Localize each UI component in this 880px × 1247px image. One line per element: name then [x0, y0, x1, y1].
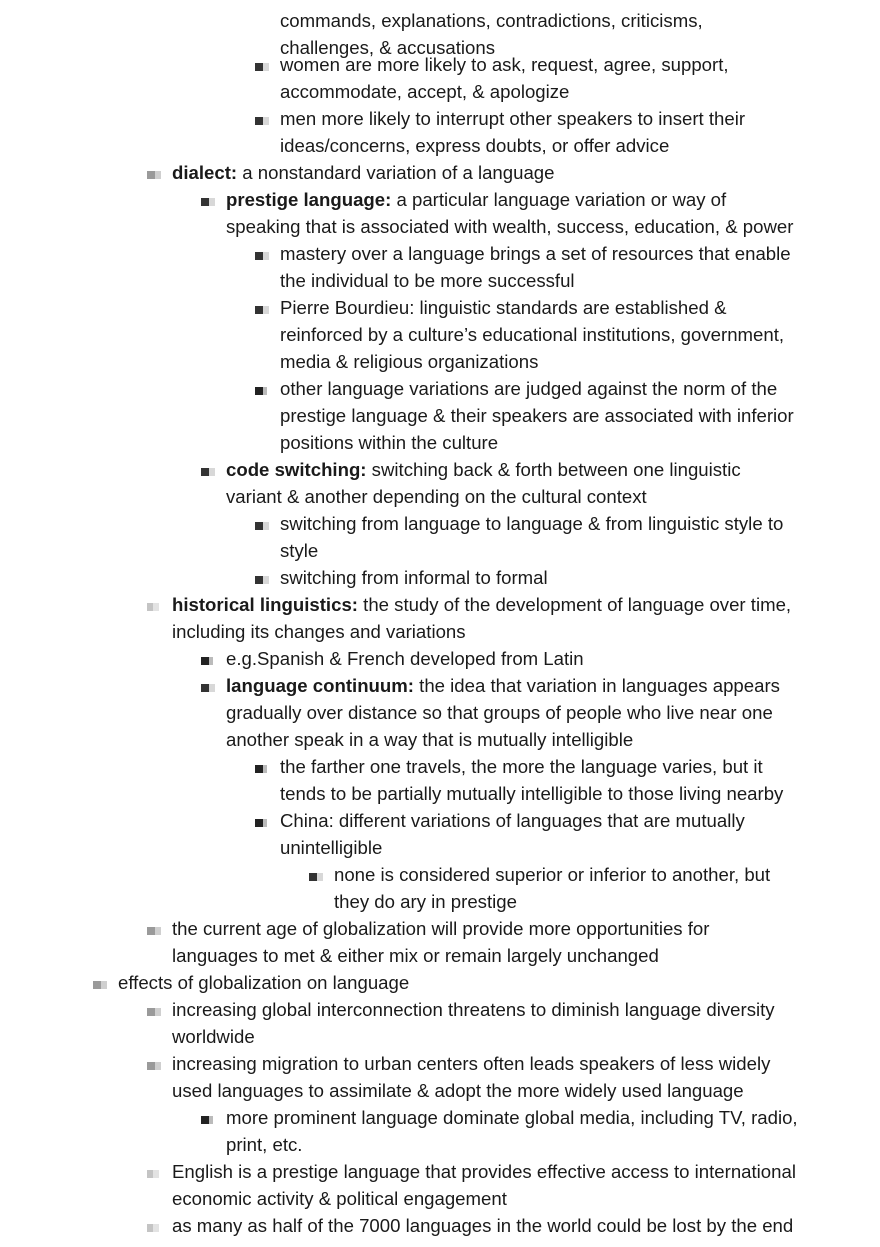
outline-item	[226, 1104, 798, 1158]
text-line	[280, 807, 745, 834]
outline-item	[172, 1050, 770, 1104]
line-text: style	[280, 540, 319, 561]
line-text: they do ary in prestige	[334, 891, 517, 912]
outline-item	[280, 564, 548, 591]
term: dialect:	[172, 162, 238, 183]
outline-item	[280, 753, 783, 807]
line-text: e.g.Spanish & French developed from Latin	[226, 648, 584, 669]
line-text: the study of the development of language over time,	[357, 594, 792, 615]
bullet-icon	[147, 1170, 163, 1178]
text-line	[226, 213, 793, 240]
line-text: media & religious organizations	[280, 351, 539, 372]
text-line	[172, 1212, 793, 1239]
text-line	[226, 456, 741, 483]
outline-item-text	[280, 753, 783, 807]
line-text: China: different variations of languages that are mutually	[280, 810, 745, 831]
line-text: prestige language & their speakers are associated with inferior	[280, 405, 794, 426]
bullet-icon	[255, 522, 271, 530]
line-text: switching from informal to formal	[280, 567, 548, 588]
line-text: positions within the culture	[280, 432, 499, 453]
outline-item-text	[172, 915, 709, 969]
line-text: men more likely to interrupt other speakers to insert their	[280, 108, 746, 129]
outline-item	[280, 294, 784, 375]
text-line	[280, 321, 784, 348]
bullet-icon	[255, 765, 271, 773]
outline-item-text	[172, 159, 554, 186]
outline-item	[226, 186, 793, 240]
line-text: variant & another depending on the cultural context	[226, 486, 647, 507]
line-text: more prominent language dominate global media, including TV, radio,	[226, 1107, 798, 1128]
outline-item-text	[172, 996, 775, 1050]
line-text: ideas/concerns, express doubts, or offer advice	[280, 135, 670, 156]
outline-item-text	[226, 456, 741, 510]
line-text: gradually over distance so that groups of people who live near one	[226, 702, 773, 723]
text-line	[280, 105, 745, 132]
text-line	[172, 159, 554, 186]
line-text: including its changes and variations	[172, 621, 466, 642]
line-text: another speak in a way that is mutually intelligible	[226, 729, 634, 750]
line-text: accommodate, accept, & apologize	[280, 81, 570, 102]
text-line	[226, 186, 793, 213]
text-line	[118, 969, 409, 996]
bullet-icon	[147, 1224, 163, 1232]
outline-item-text	[226, 672, 780, 753]
line-text: increasing global interconnection threatens to diminish language diversity	[172, 999, 775, 1020]
bullet-icon	[201, 657, 217, 665]
outline-item	[280, 510, 783, 564]
text-line	[280, 537, 783, 564]
line-text: reinforced by a culture’s educational institutions, government,	[280, 324, 785, 345]
outline-item-text	[334, 861, 770, 915]
text-line	[280, 348, 784, 375]
outline-item	[280, 807, 745, 861]
text-line	[280, 267, 791, 294]
line-text: economic activity & political engagement	[172, 1188, 507, 1209]
line-text: speaking that is associated with wealth, success, education, & power	[226, 216, 794, 237]
text-line	[172, 591, 791, 618]
outline-item	[226, 456, 741, 510]
bullet-icon	[201, 684, 217, 692]
outline-item-text	[280, 105, 745, 159]
bullet-icon	[255, 306, 271, 314]
line-text: the individual to be more successful	[280, 270, 575, 291]
text-line	[226, 699, 780, 726]
bullet-icon	[93, 981, 109, 989]
line-text: tends to be partially mutually intelligible to those living nearby	[280, 783, 784, 804]
bullet-icon	[255, 576, 271, 584]
line-text: languages to met & either mix or remain largely unchanged	[172, 945, 659, 966]
term: code switching:	[226, 459, 367, 480]
outline-item	[226, 672, 780, 753]
line-text: English is a prestige language that provides effective access to international	[172, 1161, 796, 1182]
text-line	[226, 1131, 798, 1158]
line-text: print, etc.	[226, 1134, 303, 1155]
term: historical linguistics:	[172, 594, 358, 615]
text-line	[226, 672, 780, 699]
bullet-icon	[201, 468, 217, 476]
outline-item	[172, 996, 775, 1050]
outline-item	[172, 159, 554, 186]
text-line	[280, 294, 784, 321]
bullet-icon	[201, 198, 217, 206]
outline-item-text	[172, 591, 791, 645]
text-line	[280, 429, 794, 456]
line-text: a particular language variation or way of	[391, 189, 727, 210]
bullet-icon	[147, 603, 163, 611]
text-line	[280, 402, 794, 429]
text-line	[280, 51, 729, 78]
line-text: other language variations are judged against the norm of the	[280, 378, 778, 399]
text-line	[280, 564, 548, 591]
outline-item	[172, 591, 791, 645]
bullet-icon	[147, 927, 163, 935]
text-line	[172, 915, 709, 942]
bullet-icon	[147, 1062, 163, 1070]
text-line	[172, 1077, 770, 1104]
line-text: Pierre Bourdieu: linguistic standards are established &	[280, 297, 727, 318]
outline-item	[280, 105, 745, 159]
line-text: challenges, & accusations	[280, 37, 495, 58]
outline-item-text	[172, 1050, 770, 1104]
text-line	[172, 996, 775, 1023]
outline-item	[280, 240, 791, 294]
text-line	[226, 726, 780, 753]
outline-item-text	[226, 1104, 798, 1158]
text-line	[334, 888, 770, 915]
outline-item-text	[280, 51, 729, 105]
bullet-icon	[309, 873, 325, 881]
outline-item-text	[118, 969, 409, 996]
outline-item-text	[280, 375, 794, 456]
text-line	[172, 1158, 796, 1185]
text-line	[280, 834, 745, 861]
text-line	[280, 78, 729, 105]
line-text: the farther one travels, the more the language varies, but it	[280, 756, 763, 777]
text-line	[226, 1104, 798, 1131]
outline-item-text	[280, 807, 745, 861]
text-line	[280, 375, 794, 402]
text-line	[334, 861, 770, 888]
line-text: a nonstandard variation of a language	[237, 162, 555, 183]
line-text: switching back & forth between one linguistic	[366, 459, 741, 480]
line-text: used languages to assimilate & adopt the more widely used language	[172, 1080, 744, 1101]
line-text: the idea that variation in languages appears	[414, 675, 780, 696]
bullet-icon	[147, 1008, 163, 1016]
outline-item	[334, 861, 770, 915]
line-text: mastery over a language brings a set of resources that enable	[280, 243, 791, 264]
text-line	[280, 780, 783, 807]
text-line	[280, 132, 745, 159]
bullet-icon	[255, 387, 271, 395]
outline-item-text	[280, 294, 784, 375]
text-line	[172, 1050, 770, 1077]
text-line	[172, 1185, 796, 1212]
outline-item	[172, 915, 709, 969]
bullet-icon	[201, 1116, 217, 1124]
outline-item	[172, 1158, 796, 1212]
line-text: the current age of globalization will provide more opportunities for	[172, 918, 710, 939]
bullet-icon	[255, 117, 271, 125]
bullet-icon	[255, 819, 271, 827]
text-line	[226, 645, 584, 672]
text-line	[280, 753, 783, 780]
outline-item	[118, 969, 409, 996]
line-text: switching from language to language & from linguistic style to	[280, 513, 784, 534]
outline-item-text	[280, 510, 783, 564]
bullet-icon	[255, 252, 271, 260]
outline-item-text	[172, 1212, 793, 1239]
bullet-icon	[255, 63, 271, 71]
line-text: as many as half of the 7000 languages in the world could be lost by the end	[172, 1215, 794, 1236]
outline-item-text	[226, 186, 793, 240]
line-text: worldwide	[172, 1026, 255, 1047]
text-line	[280, 7, 703, 34]
text-line	[226, 483, 741, 510]
outline-item-text	[172, 1158, 796, 1212]
outline-item-text	[226, 645, 584, 672]
text-line	[172, 942, 709, 969]
term: prestige language:	[226, 189, 392, 210]
text-line	[280, 510, 783, 537]
text-line	[172, 1023, 775, 1050]
text-line	[172, 618, 791, 645]
line-text: none is considered superior or inferior to another, but	[334, 864, 771, 885]
term: language continuum:	[226, 675, 414, 696]
bullet-icon	[147, 171, 163, 179]
outline-item	[172, 1212, 793, 1239]
outline-item-text	[280, 564, 548, 591]
outline-item-text	[280, 240, 791, 294]
line-text: effects of globalization on language	[118, 972, 410, 993]
line-text: commands, explanations, contradictions, criticisms,	[280, 10, 703, 31]
line-text: women are more likely to ask, request, agree, support,	[280, 54, 729, 75]
line-text: unintelligible	[280, 837, 383, 858]
outline-item	[226, 645, 584, 672]
outline-item	[280, 375, 794, 456]
outline-item	[280, 51, 729, 105]
line-text: increasing migration to urban centers often leads speakers of less widely	[172, 1053, 771, 1074]
text-line	[280, 240, 791, 267]
